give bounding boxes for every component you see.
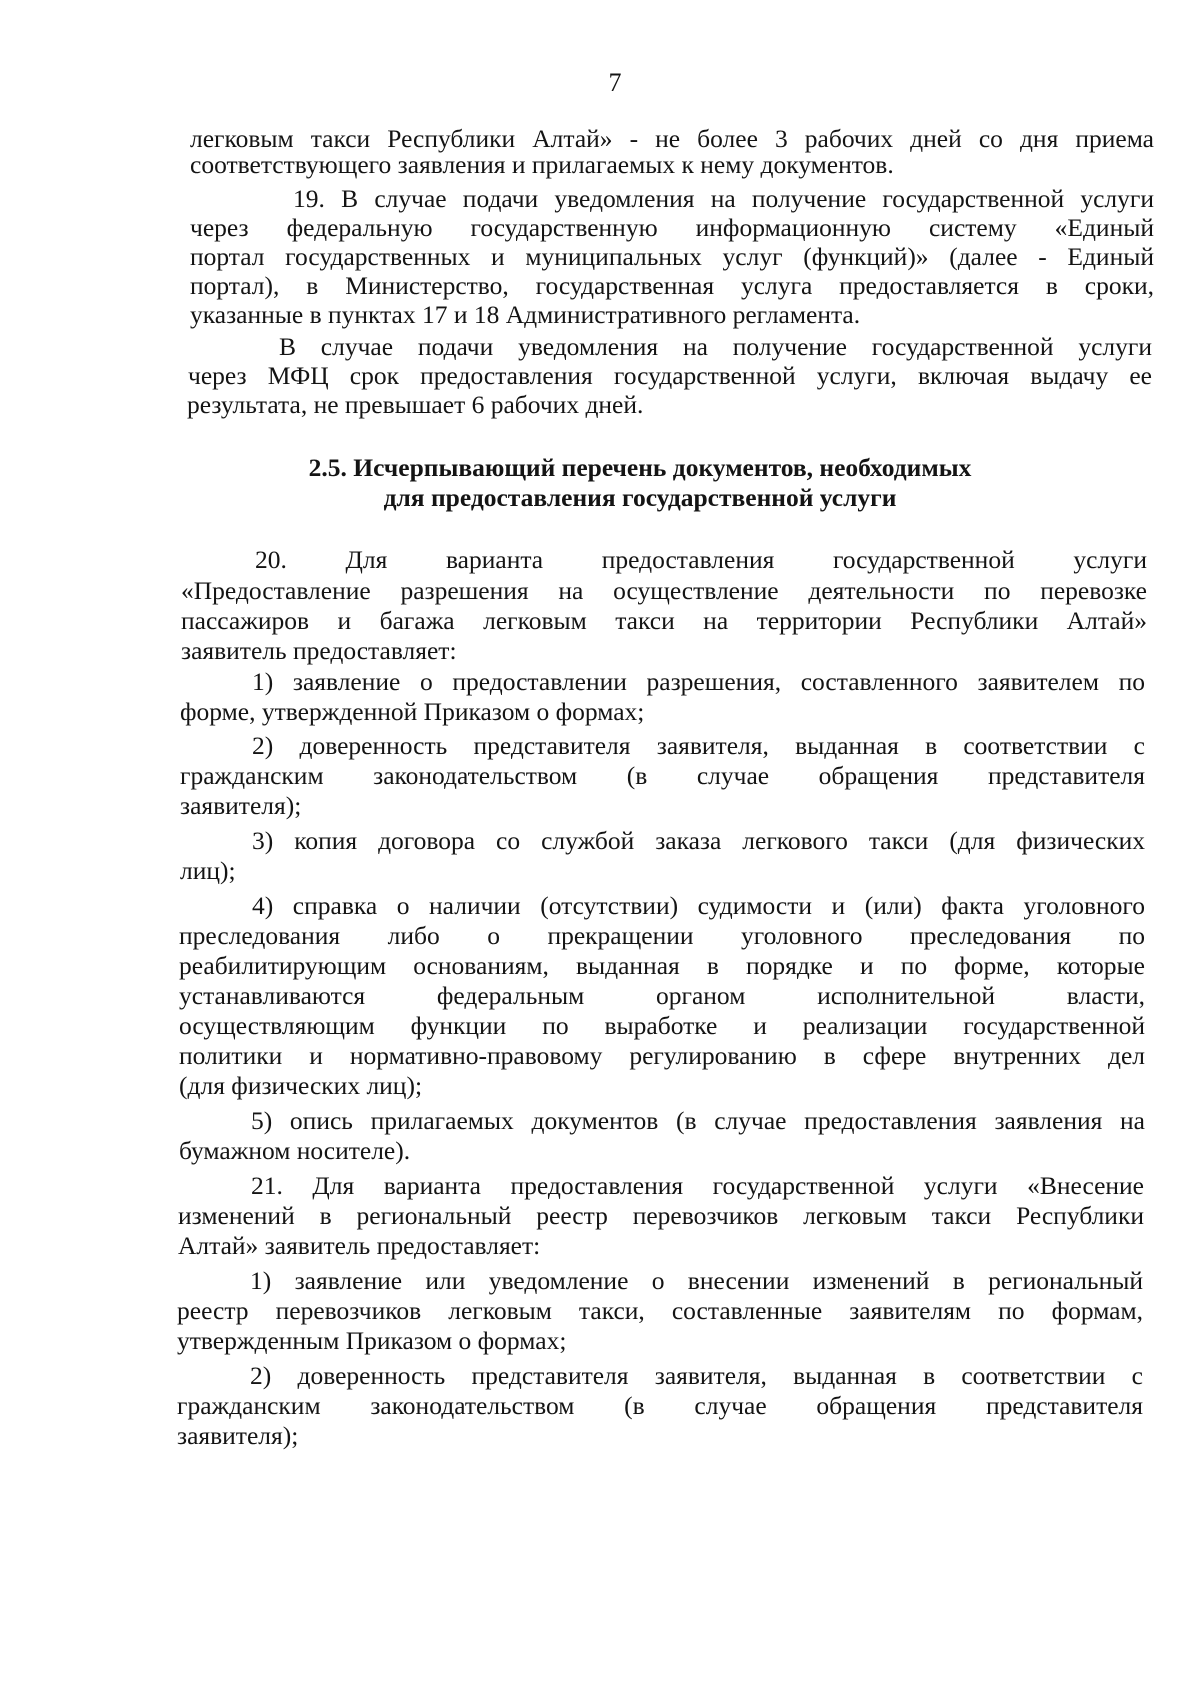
text-line: (для физических лиц);	[179, 1071, 423, 1100]
text-line: бумажном носителе).	[179, 1136, 411, 1165]
text-line: политики и нормативно-правовому регулированию в сфере внутренних дел	[179, 1041, 1145, 1070]
section-heading: 2.5. Исчерпывающий перечень документов, необходимых	[308, 453, 972, 482]
text-line: преследования либо о прекращении уголовного преследования по	[179, 921, 1145, 950]
text-line: портал), в Министерство, государственная услуга предоставляется в сроки,	[190, 271, 1154, 300]
text-line: реестр перевозчиков легковым такси, составленные заявителям по формам,	[177, 1296, 1143, 1325]
text-line: легковым такси Республики Алтай» - не более 3 рабочих дней со дня приема	[190, 124, 1154, 153]
text-line: гражданским законодательством (в случае обращения представителя	[180, 761, 1145, 790]
text-line: изменений в региональный реестр перевозчиков легковым такси Республики	[178, 1201, 1144, 1230]
text-line: портал государственных и муниципальных услуг (функций)» (далее - Единый	[190, 242, 1154, 271]
text-line: через МФЦ срок предоставления государственной услуги, включая выдачу ее	[188, 361, 1152, 390]
text-line: результата, не превышает 6 рабочих дней.	[187, 390, 644, 419]
text-line: 1) заявление о предоставлении разрешения, составленного заявителем по	[252, 667, 1145, 696]
text-line: 21. Для варианта предоставления государственной услуги «Внесение	[251, 1171, 1144, 1200]
section-heading: для предоставления государственной услуги	[383, 483, 897, 512]
text-line: заявителя);	[180, 791, 302, 820]
text-line: соответствующего заявления и прилагаемых к нему документов.	[190, 150, 894, 179]
text-line: 20. Для варианта предоставления государственной услуги	[255, 545, 1147, 574]
text-line: осуществляющим функции по выработке и реализации государственной	[179, 1011, 1145, 1040]
text-line: 4) справка о наличии (отсутствии) судимости и (или) факта уголовного	[252, 891, 1145, 920]
text-line: заявителя);	[177, 1421, 299, 1450]
text-line: 5) опись прилагаемых документов (в случае предоставления заявления на	[251, 1106, 1145, 1135]
text-line: форме, утвержденной Приказом о формах;	[180, 697, 645, 726]
text-line: устанавливаются федеральным органом исполнительной власти,	[179, 981, 1145, 1010]
text-line: «Предоставление разрешения на осуществление деятельности по перевозке	[181, 576, 1147, 605]
text-line: 1) заявление или уведомление о внесении изменений в региональный	[250, 1266, 1143, 1295]
page-number: 7	[608, 68, 622, 97]
text-line: через федеральную государственную информационную систему «Единый	[190, 213, 1154, 242]
text-line: В случае подачи уведомления на получение государственной услуги	[279, 332, 1152, 361]
text-line: 2) доверенность представителя заявителя, выданная в соответствии с	[250, 1361, 1143, 1390]
text-line: 3) копия договора со службой заказа легкового такси (для физических	[252, 826, 1145, 855]
text-line: 19. В случае подачи уведомления на получение государственной услуги	[293, 184, 1154, 213]
text-line: пассажиров и багажа легковым такси на территории Республики Алтай»	[181, 606, 1147, 635]
text-line: 2) доверенность представителя заявителя, выданная в соответствии с	[252, 731, 1145, 760]
text-line: указанные в пунктах 17 и 18 Административного регламента.	[190, 300, 861, 329]
text-line: Алтай» заявитель предоставляет:	[178, 1231, 541, 1260]
text-line: лиц);	[180, 856, 236, 885]
text-line: утвержденным Приказом о формах;	[177, 1326, 567, 1355]
text-line: заявитель предоставляет:	[181, 636, 457, 665]
text-line: гражданским законодательством (в случае обращения представителя	[177, 1391, 1143, 1420]
text-line: реабилитирующим основаниям, выданная в порядке и по форме, которые	[179, 951, 1145, 980]
